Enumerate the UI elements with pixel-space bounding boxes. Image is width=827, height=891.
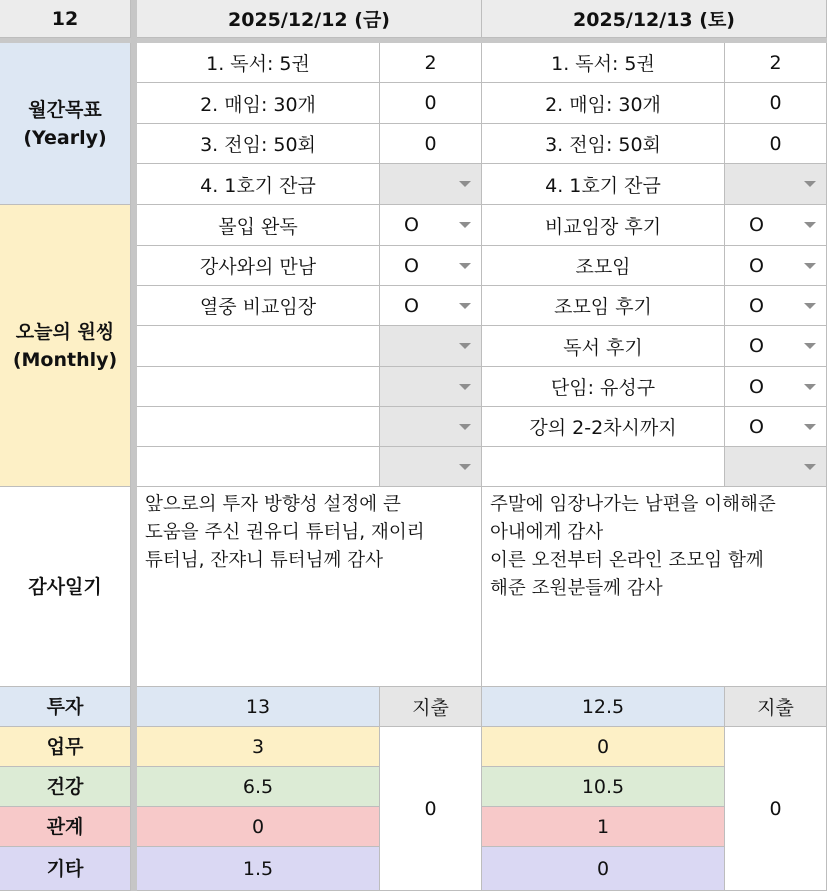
dropdown-arrow-icon[interactable] (459, 384, 471, 390)
monthly-goals-label[interactable] (0, 43, 131, 205)
dropdown-arrow-icon[interactable] (459, 343, 471, 349)
day1-task-2-status-dropdown[interactable] (380, 246, 482, 286)
month-header[interactable]: 12 (0, 0, 131, 38)
day2-other-value[interactable]: 0 (482, 847, 725, 891)
day2-task-3-status: O (749, 294, 764, 317)
day1-task-5[interactable] (137, 367, 380, 407)
day1-task-2-status: O (404, 254, 419, 277)
day2-work-value[interactable]: 0 (482, 727, 725, 767)
frozen-column-divider (131, 0, 137, 891)
day2-goal-4-dropdown[interactable] (725, 164, 827, 205)
day2-goal-1-cell[interactable]: 1. 독서: 5권 (482, 43, 725, 83)
day1-goal-4-cell[interactable]: 4. 1호기 잔금 (137, 164, 380, 205)
dropdown-arrow-icon[interactable] (459, 263, 471, 269)
dropdown-arrow-icon[interactable] (804, 303, 816, 309)
day2-task-5-status: O (749, 375, 764, 398)
day1-task-3[interactable]: 열중 비교임장 (137, 286, 380, 326)
day1-task-1[interactable]: 몰입 완독 (137, 205, 380, 246)
other-label[interactable]: 기타 (0, 847, 131, 891)
day2-task-7-status-dropdown[interactable] (725, 447, 827, 487)
day1-task-4[interactable] (137, 326, 380, 367)
day2-date-header[interactable]: 2025/12/13 (토) (482, 0, 827, 38)
health-label[interactable]: 건강 (0, 767, 131, 807)
day1-expense-label[interactable]: 지출 (380, 687, 482, 727)
day1-goal-4-dropdown[interactable] (380, 164, 482, 205)
journal-line: 앞으로의 투자 방향성 설정에 큰 (145, 494, 401, 515)
dropdown-arrow-icon[interactable] (804, 464, 816, 470)
dropdown-arrow-icon[interactable] (459, 424, 471, 430)
day1-goal-2-value[interactable]: 0 (380, 83, 482, 124)
day2-task-4[interactable]: 독서 후기 (482, 326, 725, 367)
day2-gratitude-journal[interactable] (482, 487, 827, 687)
day2-task-6[interactable]: 강의 2-2차시까지 (482, 407, 725, 447)
day1-task-3-status: O (404, 294, 419, 317)
day1-goal-3-cell[interactable]: 3. 전임: 50회 (137, 124, 380, 164)
day2-goal-1-value[interactable]: 2 (725, 43, 827, 83)
day1-task-1-status-dropdown[interactable] (380, 205, 482, 246)
day2-journal-text (490, 491, 776, 603)
day2-health-value[interactable]: 10.5 (482, 767, 725, 807)
day1-task-7-status-dropdown[interactable] (380, 447, 482, 487)
day1-health-value[interactable]: 6.5 (137, 767, 380, 807)
dropdown-arrow-icon[interactable] (804, 222, 816, 228)
day2-task-3[interactable]: 조모임 후기 (482, 286, 725, 326)
dropdown-arrow-icon[interactable] (804, 343, 816, 349)
today-one-thing-subtitle: (Monthly) (12, 348, 118, 371)
monthly-goals-title: 월간목표 (28, 98, 102, 121)
investment-label[interactable]: 투자 (0, 687, 131, 727)
dropdown-arrow-icon[interactable] (459, 464, 471, 470)
day1-relationship-value[interactable]: 0 (137, 807, 380, 847)
dropdown-arrow-icon[interactable] (804, 181, 816, 187)
dropdown-arrow-icon[interactable] (804, 424, 816, 430)
dropdown-arrow-icon[interactable] (804, 384, 816, 390)
day1-task-6-status-dropdown[interactable] (380, 407, 482, 447)
day2-task-1[interactable]: 비교임장 후기 (482, 205, 725, 246)
day2-expense-value[interactable]: 0 (725, 727, 827, 891)
day1-date-header[interactable]: 2025/12/12 (금) (137, 0, 482, 38)
dropdown-arrow-icon[interactable] (804, 263, 816, 269)
day1-goal-3-value[interactable]: 0 (380, 124, 482, 164)
day2-task-7[interactable] (482, 447, 725, 487)
day2-task-2-status: O (749, 254, 764, 277)
journal-line: 이른 오전부터 온라인 조모임 함께 (490, 550, 764, 571)
today-one-thing-label[interactable] (0, 205, 131, 487)
day2-goal-2-value[interactable]: 0 (725, 83, 827, 124)
day2-task-5-status-dropdown[interactable] (725, 367, 827, 407)
day1-task-1-status: O (404, 214, 419, 236)
day2-task-2-status-dropdown[interactable] (725, 246, 827, 286)
day1-other-value[interactable]: 1.5 (137, 847, 380, 891)
dropdown-arrow-icon[interactable] (459, 181, 471, 187)
journal-line: 해준 조원분들께 감사 (490, 578, 663, 599)
day1-task-3-status-dropdown[interactable] (380, 286, 482, 326)
day2-task-5[interactable]: 단임: 유성구 (482, 367, 725, 407)
day1-task-6[interactable] (137, 407, 380, 447)
day2-task-3-status-dropdown[interactable] (725, 286, 827, 326)
day2-goal-3-cell[interactable]: 3. 전임: 50회 (482, 124, 725, 164)
day2-investment-value[interactable]: 12.5 (482, 687, 725, 727)
day2-task-1-status: O (749, 214, 764, 236)
day2-task-4-status: O (749, 335, 764, 357)
day1-journal-text (145, 491, 425, 575)
day2-task-6-status: O (749, 415, 764, 438)
day1-goal-2-cell[interactable]: 2. 매임: 30개 (137, 83, 380, 124)
journal-line: 아내에게 감사 (490, 522, 604, 543)
journal-line: 도움을 주신 권유디 튜터님, 재이리 (145, 522, 425, 543)
day1-goal-1-cell[interactable]: 1. 독서: 5권 (137, 43, 380, 83)
day1-task-4-status-dropdown[interactable] (380, 326, 482, 367)
day2-task-4-status-dropdown[interactable] (725, 326, 827, 367)
day1-task-7[interactable] (137, 447, 380, 487)
day1-work-value[interactable]: 3 (137, 727, 380, 767)
day2-task-6-status-dropdown[interactable] (725, 407, 827, 447)
day1-gratitude-journal[interactable] (137, 487, 482, 687)
day1-expense-value[interactable]: 0 (380, 727, 482, 891)
day2-relationship-value[interactable]: 1 (482, 807, 725, 847)
work-label[interactable]: 업무 (0, 727, 131, 767)
dropdown-arrow-icon[interactable] (459, 222, 471, 228)
day1-goal-1-value[interactable]: 2 (380, 43, 482, 83)
today-one-thing-title: 오늘의 원씽 (15, 320, 115, 343)
gratitude-journal-label[interactable]: 감사일기 (0, 487, 131, 687)
day2-task-2[interactable]: 조모임 (482, 246, 725, 286)
journal-line: 주말에 임장나가는 남편을 이해해준 (490, 494, 776, 515)
day2-goal-2-cell[interactable]: 2. 매임: 30개 (482, 83, 725, 124)
day2-goal-4-cell[interactable]: 4. 1호기 잔금 (482, 164, 725, 205)
day1-investment-value[interactable]: 13 (137, 687, 380, 727)
dropdown-arrow-icon[interactable] (459, 303, 471, 309)
day2-expense-label[interactable]: 지출 (725, 687, 827, 727)
relationship-label[interactable]: 관계 (0, 807, 131, 847)
journal-line: 튜터님, 잔쟈니 튜터님께 감사 (145, 550, 383, 571)
monthly-goals-subtitle: (Yearly) (23, 126, 107, 149)
day2-goal-3-value[interactable]: 0 (725, 124, 827, 164)
day1-task-2[interactable]: 강사와의 만남 (137, 246, 380, 286)
day1-task-5-status-dropdown[interactable] (380, 367, 482, 407)
day2-task-1-status-dropdown[interactable] (725, 205, 827, 246)
